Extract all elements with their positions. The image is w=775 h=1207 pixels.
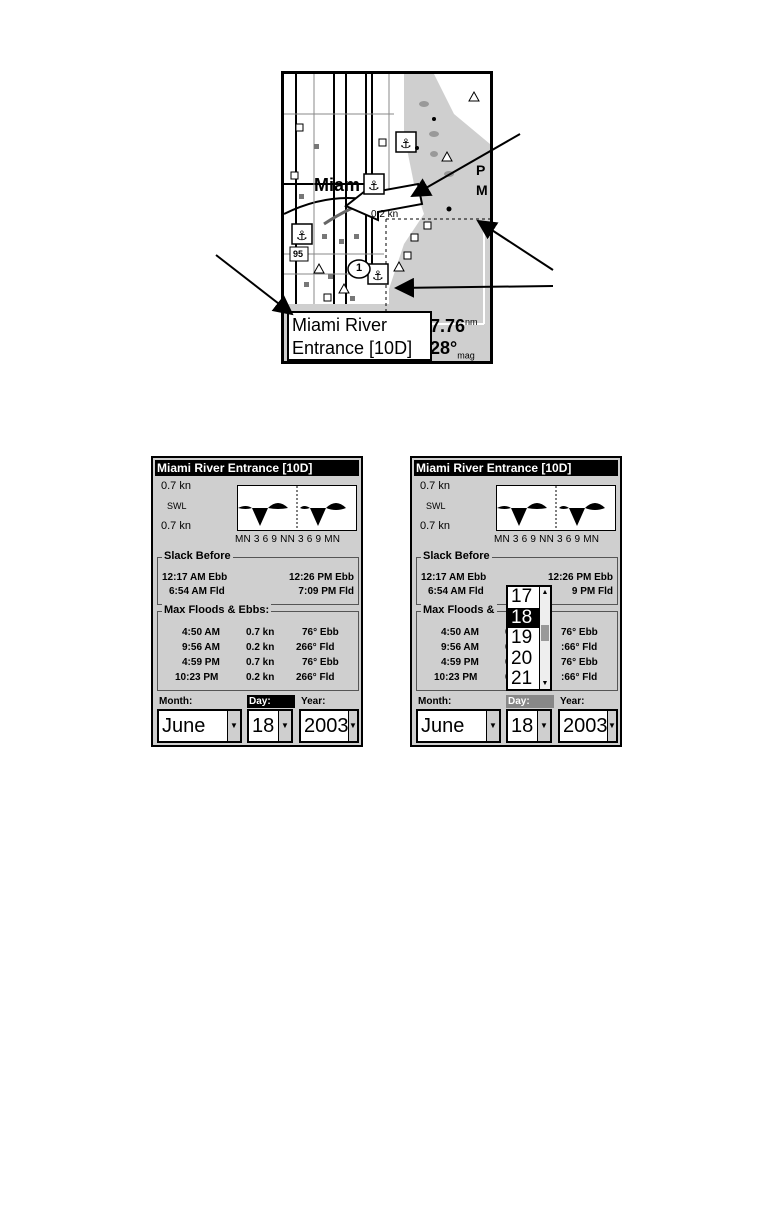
distance-unit: nm [465, 317, 478, 327]
day-dropdown[interactable] [506, 709, 552, 743]
station-popup [287, 311, 432, 361]
tide-graph [237, 485, 357, 531]
highway-1-label: 1 [356, 262, 363, 274]
svg-text:⚓: ⚓ [372, 269, 384, 284]
map-edge-m-label: M [476, 182, 488, 198]
popup-line-1: Miami River [292, 315, 388, 335]
svg-text:⚓: ⚓ [400, 137, 412, 152]
swl-label: SWL [426, 501, 446, 511]
rate-top: 0.7 kn [161, 480, 191, 492]
max-row-2-dir: 266° Fld [296, 642, 335, 653]
bearing-value: 28° [430, 338, 458, 358]
month-dropdown[interactable] [416, 709, 501, 743]
max-row-4-time: 10:23 PM [434, 672, 478, 683]
swl-label: SWL [167, 501, 187, 511]
max-row-1-time: 4:50 AM [182, 627, 220, 638]
day-options-list[interactable] [506, 585, 552, 691]
year-dropdown[interactable] [299, 709, 359, 743]
slack-row-1-left: 12:17 AM Ebb [421, 572, 487, 583]
time-axis-ticks: MN 3 6 9 NN 3 6 9 MN [235, 534, 341, 545]
bearing-unit: mag [457, 350, 475, 361]
max-row-4-dir: 266° Fld [296, 672, 335, 683]
slack-row-1-right: 12:26 PM Ebb [288, 572, 354, 583]
tide-screen-right [410, 456, 622, 747]
day-value: 18 [252, 715, 275, 737]
day-dropdown[interactable] [247, 709, 293, 743]
station-title: Miami River Entrance [10D] [155, 460, 359, 476]
scroll-thumb[interactable] [541, 625, 549, 641]
max-row-2-speed: 0.2 kn [246, 642, 275, 653]
month-value: June [421, 715, 465, 737]
max-row-4-time: 10:23 PM [175, 672, 219, 683]
max-row-1-dir: 76° Ebb [561, 627, 598, 638]
max-row-3-dir: 76° Ebb [561, 657, 598, 668]
scroll-down-icon[interactable]: ▼ [541, 680, 549, 687]
day-value: 18 [511, 715, 534, 737]
month-value: June [162, 715, 206, 737]
max-row-1-speed: 0.7 kn [246, 627, 275, 638]
day-option[interactable]: 21 [511, 668, 533, 689]
day-option-selected[interactable]: 18 [508, 608, 539, 629]
chart-map-screen[interactable] [281, 71, 493, 364]
svg-text:⚓: ⚓ [296, 229, 308, 244]
slack-row-1-left: 12:17 AM Ebb [162, 572, 228, 583]
popup-line-2: Entrance [10D] [292, 338, 413, 358]
year-value: 2003 [563, 715, 608, 737]
distance-value: 7.76 [430, 316, 466, 336]
max-floods-box [157, 604, 359, 691]
rate-bottom: 0.7 kn [420, 520, 450, 532]
max-row-4-speed: 0.2 kn [246, 672, 275, 683]
chevron-down-icon: ▼ [607, 711, 616, 741]
highway-95-label: 95 [293, 249, 304, 259]
rate-top: 0.7 kn [420, 480, 450, 492]
max-row-2-time: 9:56 AM [441, 642, 479, 653]
day-option[interactable]: 19 [511, 627, 533, 648]
tide-graph [496, 485, 616, 531]
month-dropdown[interactable] [157, 709, 242, 743]
slack-before-box [157, 550, 359, 605]
svg-text:⚓: ⚓ [368, 179, 380, 194]
distance-readout [430, 316, 478, 337]
slack-before-title: Slack Before [423, 550, 490, 562]
slack-row-2-left: 6:54 AM Fld [428, 586, 484, 597]
max-row-3-dir: 76° Ebb [302, 657, 339, 668]
slack-row-1-right: 12:26 PM Ebb [547, 572, 613, 583]
chevron-down-icon: ▼ [348, 711, 357, 741]
station-title: Miami River Entrance [10D] [414, 460, 618, 476]
year-label: Year: [301, 696, 326, 707]
tide-speed-label: 0.2 kn [371, 209, 399, 220]
max-row-2-time: 9:56 AM [182, 642, 220, 653]
month-label: Month: [418, 696, 452, 707]
day-label: Day: [247, 695, 295, 708]
max-row-2-dir: :66° Fld [561, 642, 598, 653]
day-label: Day: [506, 695, 554, 708]
bearing-readout [430, 338, 475, 361]
max-floods-title: Max Floods & Ebbs: [164, 604, 270, 616]
chevron-down-icon: ▼ [227, 711, 240, 741]
chevron-down-icon: ▼ [486, 711, 499, 741]
slack-row-2-right: 7:09 PM Fld [298, 586, 354, 597]
city-label: Miam [314, 175, 361, 195]
slack-row-2-right: 9 PM Fld [571, 586, 613, 597]
slack-before-title: Slack Before [164, 550, 231, 562]
day-list-scrollbar[interactable] [539, 587, 550, 689]
slack-row-2-left: 6:54 AM Fld [169, 586, 225, 597]
max-row-1-dir: 76° Ebb [302, 627, 339, 638]
max-row-4-dir: :66° Fld [561, 672, 598, 683]
tide-screen-left [151, 456, 363, 747]
month-label: Month: [159, 696, 193, 707]
max-row-3-speed: 0.7 kn [246, 657, 275, 668]
map-edge-p-label: P [476, 162, 486, 178]
scroll-up-icon[interactable]: ▲ [541, 589, 549, 596]
chevron-down-icon: ▼ [537, 711, 550, 741]
day-option[interactable]: 17 [511, 586, 533, 607]
year-dropdown[interactable] [558, 709, 618, 743]
time-axis-ticks: MN 3 6 9 NN 3 6 9 MN [494, 534, 600, 545]
max-row-1-time: 4:50 AM [441, 627, 479, 638]
chevron-down-icon: ▼ [278, 711, 291, 741]
rate-bottom: 0.7 kn [161, 520, 191, 532]
max-row-3-time: 4:59 PM [441, 657, 479, 668]
max-floods-title: Max Floods & [423, 604, 495, 616]
day-option[interactable]: 20 [511, 647, 533, 669]
year-value: 2003 [304, 715, 349, 737]
year-label: Year: [560, 696, 585, 707]
max-row-3-time: 4:59 PM [182, 657, 220, 668]
